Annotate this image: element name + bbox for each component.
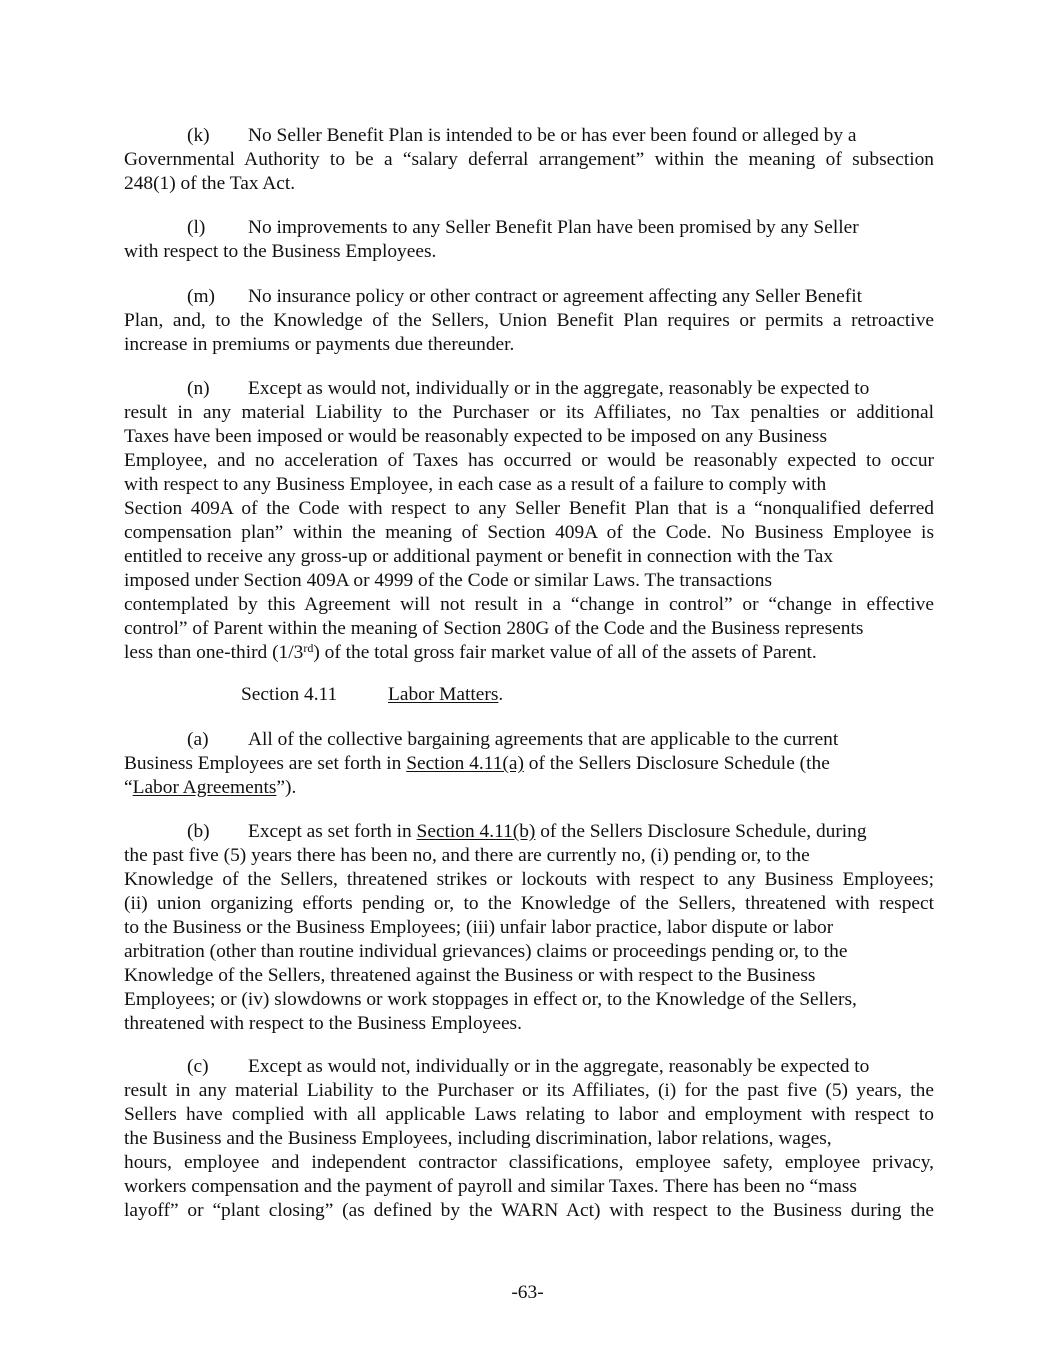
paragraph-line: with respect to any Business Employee, in each case as a result of a failure to comply with (124, 474, 827, 495)
paragraph-k (124, 124, 934, 196)
paragraph-line: arbitration (other than routine individual grievances) claims or proceedings pending or, to the (124, 941, 848, 962)
section-title: Labor Matters. (388, 684, 504, 705)
paragraph-line: result in any material Liability to the Purchaser or its Affiliates, (i) for the past five (5) years, the (124, 1080, 934, 1101)
paragraph-line: No improvements to any Seller Benefit Plan have been promised by any Seller (248, 217, 859, 238)
paragraph-marker: (m) (187, 286, 215, 307)
paragraph-marker: (l) (187, 217, 206, 238)
paragraph-line: control” of Parent within the meaning of Section 280G of the Code and the Business represents (124, 618, 864, 639)
paragraph-line: Sellers have complied with all applicable Laws relating to labor and employment with respect to (124, 1104, 934, 1125)
paragraph-line: compensation plan” within the meaning of Section 409A of the Code. No Business Employee is (124, 522, 934, 543)
paragraph-b (124, 820, 934, 1036)
paragraph-line: imposed under Section 409A or 4999 of the Code or similar Laws. The transactions (124, 570, 773, 591)
paragraph-line: result in any material Liability to the Purchaser or its Affiliates, no Tax penalties or additional (124, 402, 934, 423)
paragraph-line: less than one-third (1/3rd) of the total gross fair market value of all of the assets of Parent. (124, 641, 817, 663)
paragraph-line: Taxes have been imposed or would be reasonably expected to be imposed on any Business (124, 426, 827, 447)
paragraph-m (124, 285, 934, 357)
paragraph-line: Governmental Authority to be a “salary deferral arrangement” within the meaning of subsection (124, 149, 934, 170)
paragraph-line: Business Employees are set forth in Section 4.11(a) of the Sellers Disclosure Schedule (the (124, 753, 830, 774)
paragraph-l (124, 216, 934, 264)
section-reference-link: Section 4.11(a) (406, 753, 524, 774)
paragraph-line: Plan, and, to the Knowledge of the Sellers, Union Benefit Plan requires or permits a retroactive (124, 310, 934, 331)
paragraph-line: contemplated by this Agreement will not result in a “change in control” or “change in effective (124, 594, 934, 615)
paragraph-c (124, 1055, 934, 1223)
paragraph-marker: (c) (187, 1056, 209, 1077)
paragraph-line: increase in premiums or payments due thereunder. (124, 334, 515, 355)
paragraph-line: “Labor Agreements”). (124, 777, 297, 798)
paragraph-line: Section 409A of the Code with respect to any Seller Benefit Plan that is a “nonqualified deferred (124, 498, 934, 519)
paragraph-line: hours, employee and independent contractor classifications, employee safety, employee privacy, (124, 1152, 934, 1173)
page-number: -63- (511, 1282, 544, 1303)
paragraph-line: All of the collective bargaining agreements that are applicable to the current (248, 729, 839, 750)
paragraph-line: Employees; or (iv) slowdowns or work stoppages in effect or, to the Knowledge of the Sellers, (124, 989, 857, 1010)
paragraph-line: Knowledge of the Sellers, threatened strikes or lockouts with respect to any Business Employees; (124, 869, 934, 890)
paragraph-marker: (n) (187, 378, 210, 399)
paragraph-n (124, 377, 934, 665)
paragraph-line: No Seller Benefit Plan is intended to be or has ever been found or alleged by a (248, 125, 857, 146)
paragraph-line: with respect to the Business Employees. (124, 241, 437, 262)
paragraph-line: workers compensation and the payment of payroll and similar Taxes. There has been no “mass (124, 1176, 857, 1197)
paragraph-line: threatened with respect to the Business Employees. (124, 1013, 522, 1034)
paragraph-line: Except as set forth in Section 4.11(b) of the Sellers Disclosure Schedule, during (248, 821, 867, 842)
paragraph-line: Knowledge of the Sellers, threatened against the Business or with respect to the Business (124, 965, 816, 986)
paragraph-marker: (k) (187, 125, 210, 146)
superscript: rd (303, 641, 314, 655)
paragraph-line: 248(1) of the Tax Act. (124, 173, 296, 194)
paragraph-a (124, 728, 934, 800)
paragraph-line: entitled to receive any gross-up or additional payment or benefit in connection with the Tax (124, 546, 834, 567)
section-number: Section 4.11 (241, 684, 338, 705)
paragraph-line: Except as would not, individually or in the aggregate, reasonably be expected to (248, 1056, 870, 1077)
paragraph-line: layoff” or “plant closing” (as defined by the WARN Act) with respect to the Business during the (124, 1200, 934, 1221)
defined-term: Labor Agreements (132, 777, 277, 798)
paragraph-line: to the Business or the Business Employees; (iii) unfair labor practice, labor dispute or labor (124, 917, 834, 938)
paragraph-line: Except as would not, individually or in the aggregate, reasonably be expected to (248, 378, 870, 399)
paragraph-line: the past five (5) years there has been no, and there are currently no, (i) pending or, to the (124, 845, 810, 866)
paragraph-marker: (b) (187, 821, 210, 842)
paragraph-marker: (a) (187, 729, 209, 750)
section-reference-link: Section 4.11(b) (416, 821, 536, 842)
paragraph-line: (ii) union organizing efforts pending or, to the Knowledge of the Sellers, threatened with respect (124, 893, 934, 914)
paragraph-line: No insurance policy or other contract or agreement affecting any Seller Benefit (248, 286, 862, 307)
paragraph-line: Employee, and no acceleration of Taxes has occurred or would be reasonably expected to occur (124, 450, 934, 471)
paragraph-line: the Business and the Business Employees, including discrimination, labor relations, wages, (124, 1128, 832, 1149)
